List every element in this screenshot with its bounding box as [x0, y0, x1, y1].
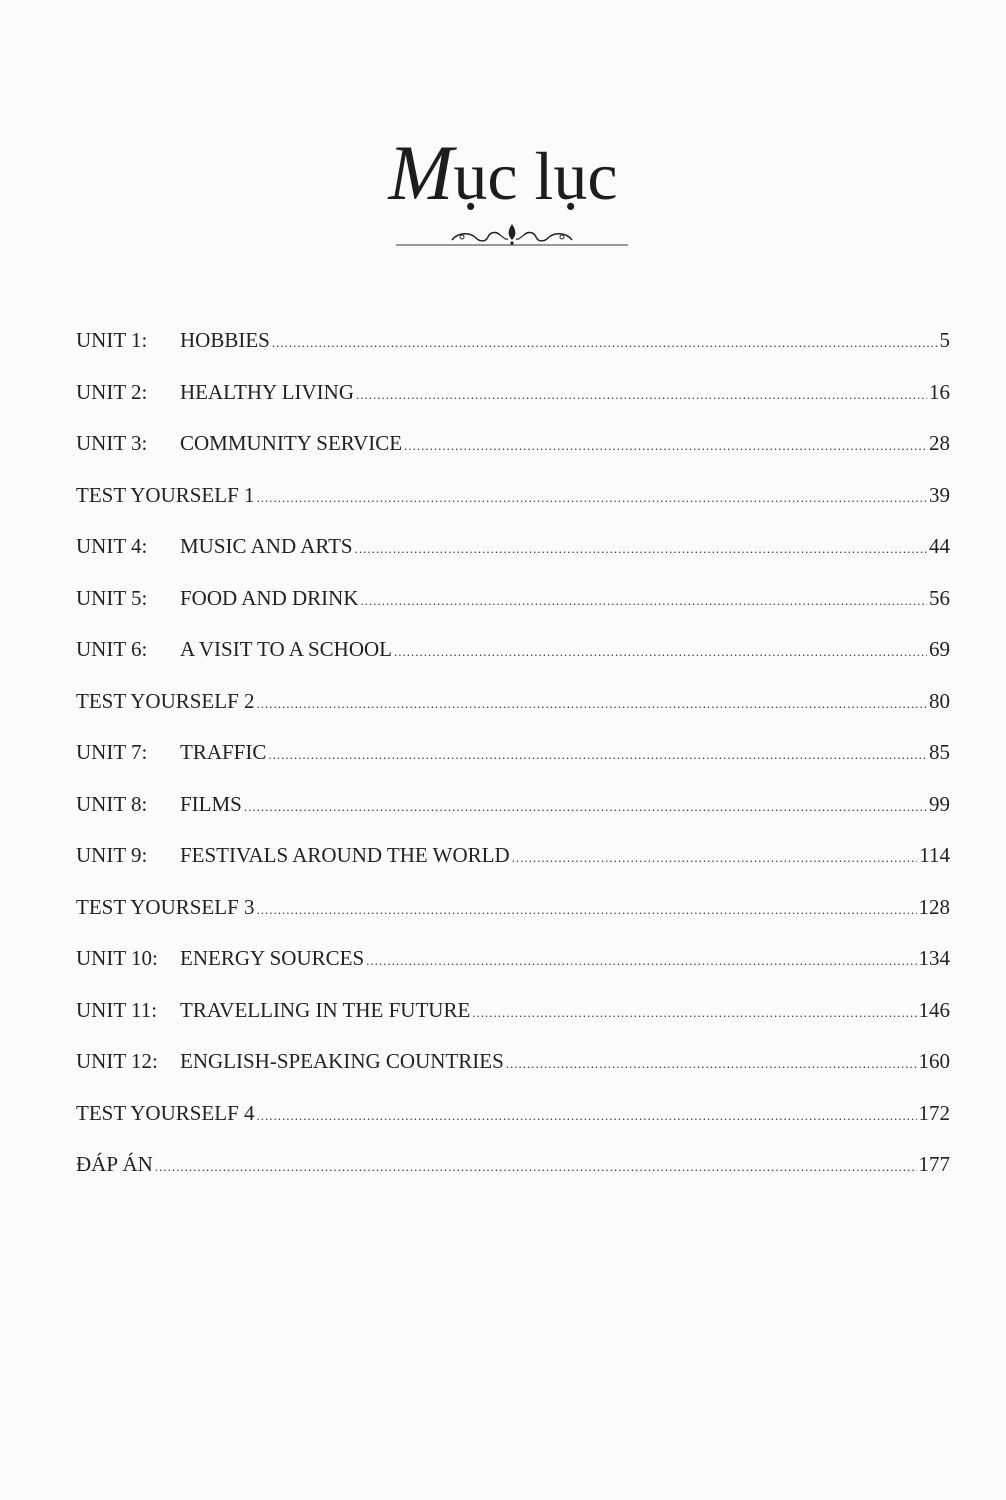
toc-entry	[76, 631, 950, 683]
toc-entry-number: UNIT 4:	[76, 534, 148, 558]
toc-entry-number: UNIT 10:	[76, 946, 158, 970]
toc-entry	[76, 1146, 950, 1198]
page-title	[0, 128, 1006, 221]
toc-entry-number: UNIT 3:	[76, 431, 148, 455]
toc-entry-number: UNIT 6:	[76, 637, 148, 661]
toc-entry-page-number: 172	[918, 1100, 950, 1125]
dot-leader	[257, 480, 927, 516]
toc-entry-title: TEST YOURSELF 4	[76, 1100, 255, 1125]
dot-leader	[272, 325, 938, 361]
toc-entry-page-number: 56	[929, 585, 950, 610]
toc-entry-page-number: 69	[929, 637, 950, 661]
toc-entry-title: TEST YOURSELF 1	[76, 482, 255, 507]
toc-entry-title: ĐÁP ÁN	[76, 1152, 153, 1176]
toc-entry-title: FOOD AND DRINK	[180, 585, 359, 610]
title-rest: ục lục	[453, 138, 618, 214]
toc-entry-page-number: 5	[939, 328, 950, 352]
toc-entry-page-number: 28	[929, 431, 950, 455]
toc-entry	[76, 734, 950, 786]
dot-leader	[366, 943, 916, 979]
toc-entry	[76, 1043, 950, 1095]
toc-entry-title: FESTIVALS AROUND THE WORLD	[180, 843, 510, 867]
dot-leader	[268, 737, 927, 773]
dot-leader	[355, 531, 927, 567]
toc-entry-page-number: 177	[918, 1152, 950, 1176]
dot-leader	[472, 995, 916, 1031]
toc-entry-title: FILMS	[180, 791, 242, 816]
table-of-contents	[76, 322, 950, 1198]
toc-entry-title: TEST YOURSELF 2	[76, 688, 255, 713]
toc-entry-page-number: 39	[929, 482, 950, 507]
toc-entry	[76, 580, 950, 632]
dot-leader	[356, 377, 927, 413]
toc-entry-title: HEALTHY LIVING	[180, 379, 354, 404]
dot-leader	[506, 1046, 917, 1082]
toc-entry-page-number: 16	[929, 379, 950, 404]
dot-leader	[512, 840, 918, 876]
toc-entry	[76, 786, 950, 838]
toc-entry-title: MUSIC AND ARTS	[180, 534, 353, 558]
toc-entry-page-number: 128	[918, 894, 950, 919]
toc-entry	[76, 374, 950, 426]
toc-entry-number: UNIT 7:	[76, 740, 148, 764]
flourish-ornament-icon	[396, 218, 628, 250]
toc-entry-number: UNIT 12:	[76, 1049, 158, 1073]
toc-entry-page-number: 146	[918, 997, 950, 1022]
toc-entry-page-number: 114	[919, 843, 950, 867]
dot-leader	[155, 1149, 917, 1185]
dot-leader	[361, 583, 927, 619]
dot-leader	[257, 892, 917, 928]
toc-entry-title: ENGLISH-SPEAKING COUNTRIES	[180, 1049, 504, 1073]
title-initial: M	[388, 129, 454, 216]
dot-leader	[404, 428, 927, 464]
toc-entry	[76, 837, 950, 889]
dot-leader	[244, 789, 927, 825]
toc-entry-page-number: 85	[929, 740, 950, 764]
toc-entry	[76, 322, 950, 374]
toc-entry-number: UNIT 5:	[76, 585, 148, 610]
toc-entry	[76, 477, 950, 529]
toc-entry-title: ENERGY SOURCES	[180, 946, 365, 970]
toc-entry	[76, 992, 950, 1044]
toc-entry-number: UNIT 1:	[76, 328, 148, 352]
toc-entry	[76, 528, 950, 580]
toc-entry-number: UNIT 2:	[76, 379, 148, 404]
toc-entry-page-number: 160	[918, 1049, 950, 1073]
toc-entry-number: UNIT 9:	[76, 843, 148, 867]
toc-entry-number: UNIT 8:	[76, 791, 148, 816]
dot-leader	[257, 1098, 917, 1134]
toc-entry-title: A VISIT TO A SCHOOL	[180, 637, 392, 661]
toc-entry	[76, 889, 950, 941]
toc-entry	[76, 940, 950, 992]
toc-entry-title: COMMUNITY SERVICE	[180, 431, 403, 455]
toc-entry-title: TRAFFIC	[180, 740, 267, 764]
toc-entry-number: UNIT 11:	[76, 997, 158, 1022]
toc-entry	[76, 425, 950, 477]
toc-entry	[76, 1095, 950, 1147]
toc-entry-title: HOBBIES	[180, 328, 270, 352]
toc-entry-page-number: 44	[929, 534, 950, 558]
toc-entry-page-number: 134	[918, 946, 950, 970]
toc-entry-page-number: 80	[929, 688, 950, 713]
toc-entry-page-number: 99	[929, 791, 950, 816]
dot-leader	[257, 686, 927, 722]
dot-leader	[394, 634, 927, 670]
toc-entry-title: TRAVELLING IN THE FUTURE	[180, 997, 471, 1022]
toc-entry-title: TEST YOURSELF 3	[76, 894, 255, 919]
toc-entry	[76, 683, 950, 735]
